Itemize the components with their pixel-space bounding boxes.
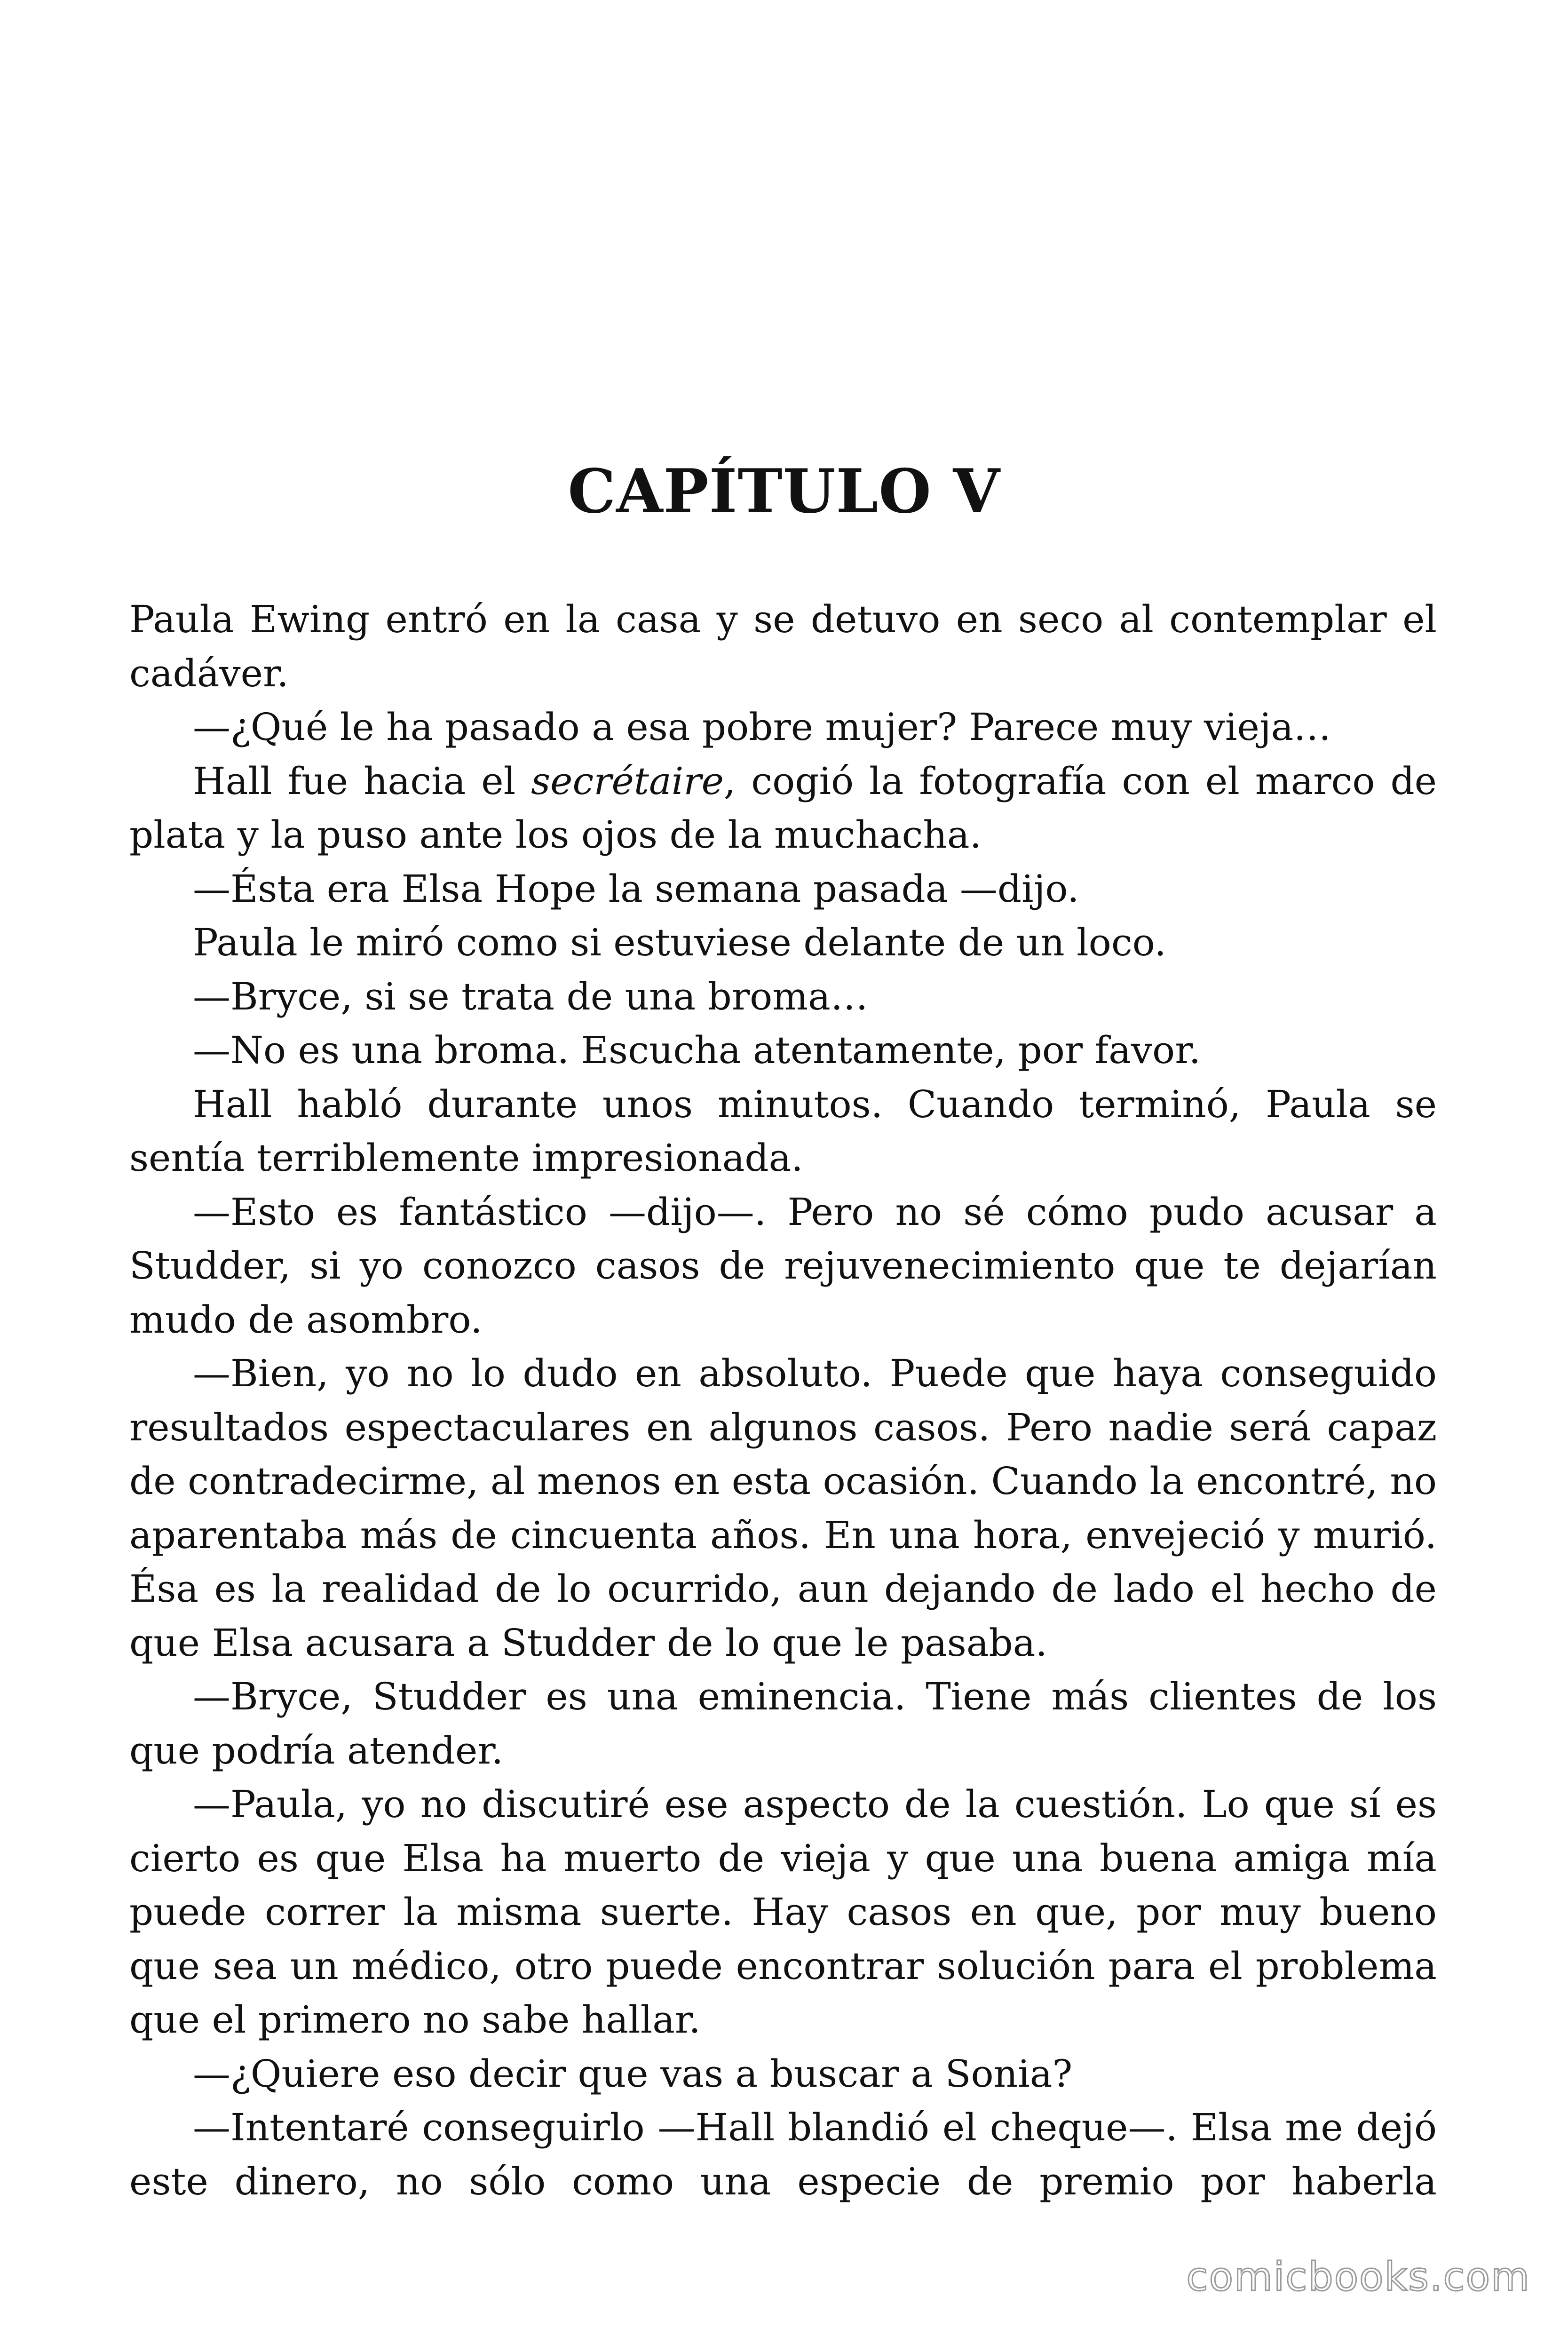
paragraph: —Ésta era Elsa Hope la semana pasada —dijo. — [193, 866, 1079, 911]
paragraph: Paula le miró como si estuviese delante de un loco. — [193, 921, 1166, 964]
paragraph: —Esto es fantástico —dijo—. Pero no sé cómo pudo acusar a Studder, si yo conozco casos de rejuvenecimiento que te dejarían mudo de asombro. — [129, 1190, 1437, 1342]
paragraph: —No es una broma. Escucha atentamente, por favor. — [193, 1028, 1201, 1072]
watermark: comicbooks.com — [1186, 2254, 1530, 2300]
paragraph: Paula Ewing entró en la casa y se detuvo en seco al contemplar el cadáver. — [129, 597, 1437, 695]
paragraph: —Bien, yo no lo dudo en absoluto. Puede que haya conseguido resultados espectaculares en algunos casos. Pero nadie será capaz de contradecirme, al menos en esta ocasión. Cuando la encontré, no aparentaba más de cincuenta años. En una hora, envejeció y murió. Ésa es la realidad de lo ocurrido, aun dejando de lado el hecho de que Elsa acusara a Studder de lo que le pasaba. — [129, 1351, 1437, 1665]
paragraph: Hall habló durante unos minutos. Cuando terminó, Paula se sentía terriblemente impresionada. — [129, 1082, 1437, 1180]
paragraph-text: , cogió la fotografía con el marco de plata y la puso ante los ojos de la muchacha. — [129, 759, 1437, 857]
chapter-title: CAPÍTULO V — [568, 456, 1000, 527]
paragraph: —Paula, yo no discutiré ese aspecto de la cuestión. Lo que sí es cierto es que Elsa ha muerto de vieja y que una buena amiga mía puede correr la misma suerte. Hay casos en que, por muy bueno que sea un médico, otro puede encontrar solución para el problema que el primero no sabe hallar. — [129, 1782, 1437, 2042]
italic-word: secrétaire — [531, 759, 724, 803]
paragraph: —Bryce, si se trata de una broma… — [193, 974, 868, 1018]
paragraph: —Bryce, Studder es una eminencia. Tiene más clientes de los que podría atender. — [129, 1675, 1437, 1772]
paragraph — [129, 755, 1437, 862]
chapter-body — [129, 593, 1437, 2209]
paragraph: —¿Qué le ha pasado a esa pobre mujer? Parece muy vieja… — [193, 705, 1331, 749]
paragraph-text: Hall fue hacia el — [193, 759, 531, 803]
paragraph: —Intentaré conseguirlo —Hall blandió el cheque—. Elsa me dejó este dinero, no sólo como una especie de premio por haberla — [129, 2106, 1437, 2203]
paragraph: —¿Quiere eso decir que vas a buscar a Sonia? — [193, 2051, 1073, 2096]
